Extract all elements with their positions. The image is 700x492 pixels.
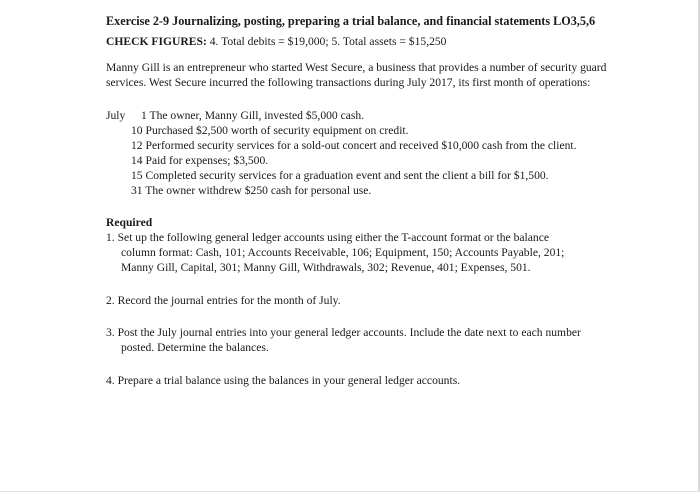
transaction-item: 12 Performed security services for a sold-out concert and received $10,000 cash from the client. <box>131 139 577 152</box>
required-item-1-line-2: column format: Cash, 101; Accounts Receivable, 106; Equipment, 150; Accounts Payable, 201; <box>121 246 565 259</box>
intro-line-1: Manny Gill is an entrepreneur who started West Secure, a business that provides a number of security guard <box>106 61 607 74</box>
check-figures <box>106 34 446 49</box>
transaction-item: 10 Purchased $2,500 worth of security equipment on credit. <box>131 124 409 137</box>
required-item-2: 2. Record the journal entries for the month of July. <box>106 294 341 307</box>
exercise-title: Exercise 2-9 Journalizing, posting, preparing a trial balance, and financial statements LO3,5,6 <box>106 14 596 28</box>
check-figures-text: 4. Total debits = $19,000; 5. Total assets = $15,250 <box>206 35 447 48</box>
required-item-3-line-2: posted. Determine the balances. <box>121 341 269 354</box>
required-item-1-line-1: 1. Set up the following general ledger accounts using either the T-account format or the balance <box>106 231 549 244</box>
required-item-4: 4. Prepare a trial balance using the balances in your general ledger accounts. <box>106 374 461 387</box>
transaction-item: 1 The owner, Manny Gill, invested $5,000 cash. <box>141 109 365 122</box>
transaction-item: 31 The owner withdrew $250 cash for personal use. <box>131 184 372 197</box>
required-item-1-line-3: Manny Gill, Capital, 301; Manny Gill, Withdrawals, 302; Revenue, 401; Expenses, 501. <box>121 261 531 274</box>
required-heading: Required <box>106 216 153 229</box>
transaction-item: 15 Completed security services for a graduation event and sent the client a bill for $1,500. <box>131 169 549 182</box>
required-item-3-line-1: 3. Post the July journal entries into your general ledger accounts. Include the date next to each number <box>106 326 581 339</box>
intro-line-2: services. West Secure incurred the following transactions during July 2017, its first month of operations: <box>106 76 591 89</box>
transaction-item: 14 Paid for expenses; $3,500. <box>131 154 269 167</box>
transactions-month: July <box>106 109 126 122</box>
check-figures-label: CHECK FIGURES: <box>106 35 207 48</box>
